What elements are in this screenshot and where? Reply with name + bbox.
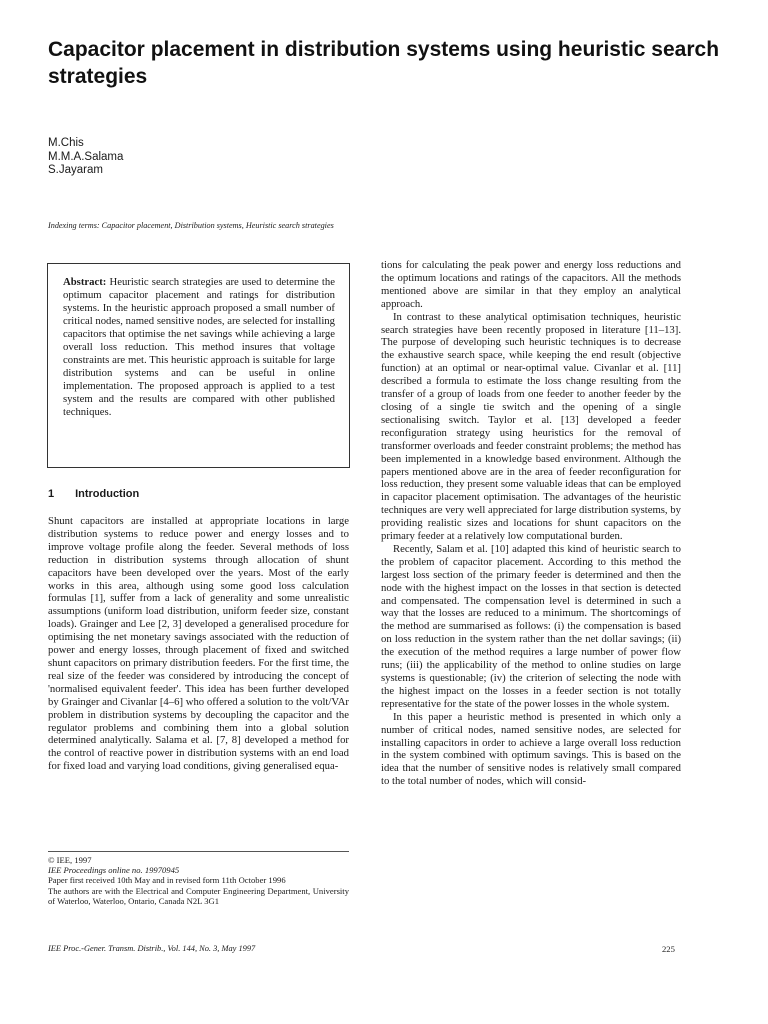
received-note: Paper first received 10th May and in revised form 11th October 1996 (48, 875, 286, 886)
abstract-text: Heuristic search strategies are used to determine the optimum capacitor placement and ratings for distribution systems. In the heuristic approach proposed a small number of critical nodes, named sensitive nodes, are selected for installing capacitors that optimise the net savings while achieving a large overall loss reduction. This method insures that voltage constraints are met. This heuristic approach is suitable for large distribution systems and can be useful in online implementation. The proposed approach is applied to a test system and the results are compared with other published techniques. (63, 276, 335, 418)
section-number: 1 (48, 488, 55, 500)
section-heading (48, 488, 348, 500)
author: M.Chis (48, 137, 84, 149)
abstract-body (63, 276, 335, 419)
footnote-divider (48, 851, 349, 852)
page-number: 225 (662, 944, 675, 954)
left-column (48, 515, 349, 849)
author: S.Jayaram (48, 164, 103, 176)
paragraph: Recently, Salam et al. [10] adapted this kind of heuristic search to the problem of capacitor placement. According to this method the largest loss section of the primary feeder is determined and then the node with the highest impact on the losses in that section is detected and compensated. The compensation level is determined in such a way that the losses are reduced to a minimum. The shortcomings of the method are summarised as follows: (i) the compensation is based on loss reduction in the system rather than the net dollar savings; (ii) the execution of the method requires a large number of power flow runs; (iii) the applicability of the method to online studies on large systems is questionable; (iv) the criterion of selecting the node with the highest impact on the losses in a feeder section is not totally representative for the state of the power losses in the whole system. (381, 542, 681, 710)
paper-title: Capacitor placement in distribution systems using heuristic search strategies (48, 38, 720, 88)
abstract-box (47, 263, 350, 468)
abstract-label: Abstract: (63, 276, 107, 288)
section-title: Introduction (75, 488, 140, 500)
indexing-terms: Indexing terms: Capacitor placement, Distribution systems, Heuristic search strategies (48, 221, 334, 230)
author-list (48, 137, 348, 178)
paragraph: Shunt capacitors are installed at appropriate locations in large distribution systems to reduce power and energy losses and to improve voltage profile along the feeder. Several methods of loss reduction in distribution systems through allocation of shunt capacitors have been developed over the years. Most of the early works in this area, although using some good loss calculation formulas [1], suffer from a lack of generality and some unrealistic assumptions (uniform load distribution, uniform feeder size, constant loads). Grainger and Lee [2, 3] developed a generalised procedure for optimising the net monetary savings associated with the reduction of power and energy losses, through placement of fixed and switched shunt capacitors on primary distribution feeders. For the first time, the real size of the feeder was considered by introducing the concept of 'normalised equivalent feeder'. This idea has been further developed by Grainger and Civanlar [4–6] who offered a solution to the volt/VAr problem in distribution systems by decoupling the capacitor and the regulator problems and combining them into a global solution determined analytically. Salama et al. [7, 8] developed a method for the control of reactive power in distribution systems with an end load for fixed load and varying load conditions, giving generalised equa- (48, 515, 349, 773)
paragraph: In contrast to these analytical optimisation techniques, heuristic search strategies have been recently proposed in literature [11–13]. The purpose of developing such heuristic techniques is to decrease the exhaustive search space, while keeping the end result (objective function) at an optimal or near-optimal value. Civanlar et al. [11] described a formula to estimate the loss change resulting from the transfer of a group of loads from one feeder to another feeder by the closing of a single tie switch and the opening of a single sectionalising switch. Taylor et al. [13] developed a feeder reconfiguration strategy using heuristics for the removal of transformer overloads and feeder constraint problems; the method has been implemented in a knowledge based environment. Although the papers mentioned above are in the area of feeder reconfiguration for loss reduction, they present some valuable ideas that can be employed in capacitor placement optimisation. The advantages of the heuristic techniques are very well appreciated for large distribution systems, by providing realistic sizes and locations for shunt capacitors on the primary feeder at a relatively low computational burden. (381, 310, 681, 543)
author: M.M.A.Salama (48, 150, 124, 163)
affiliation-note: The authors are with the Electrical and Computer Engineering Department, University of Waterloo, Waterloo, Ontario, Canada N2L 3G1 (48, 885, 349, 906)
paragraph: In this paper a heuristic method is presented in which only a number of critical nodes, named sensitive nodes, are selected for installing capacitors in order to achieve a large overall loss reduction in the system combined with optimum savings. This is based on the idea that the number of sensitive nodes is relatively small compared to the total number of nodes, which will consid- (381, 710, 681, 788)
right-column (381, 259, 681, 941)
journal-citation: IEE Proc.-Gener. Transm. Distrib., Vol. 144, No. 3, May 1997 (48, 944, 256, 953)
copyright-note: © IEE, 1997 (48, 855, 92, 865)
proceedings-note: IEE Proceedings online no. 19970945 (48, 865, 180, 876)
footnotes (48, 855, 349, 906)
paragraph: tions for calculating the peak power and energy loss reductions and the optimum locations and ratings of the capacitors. All the methods mentioned above are similar in that they employ an analytical approach. (381, 259, 681, 310)
